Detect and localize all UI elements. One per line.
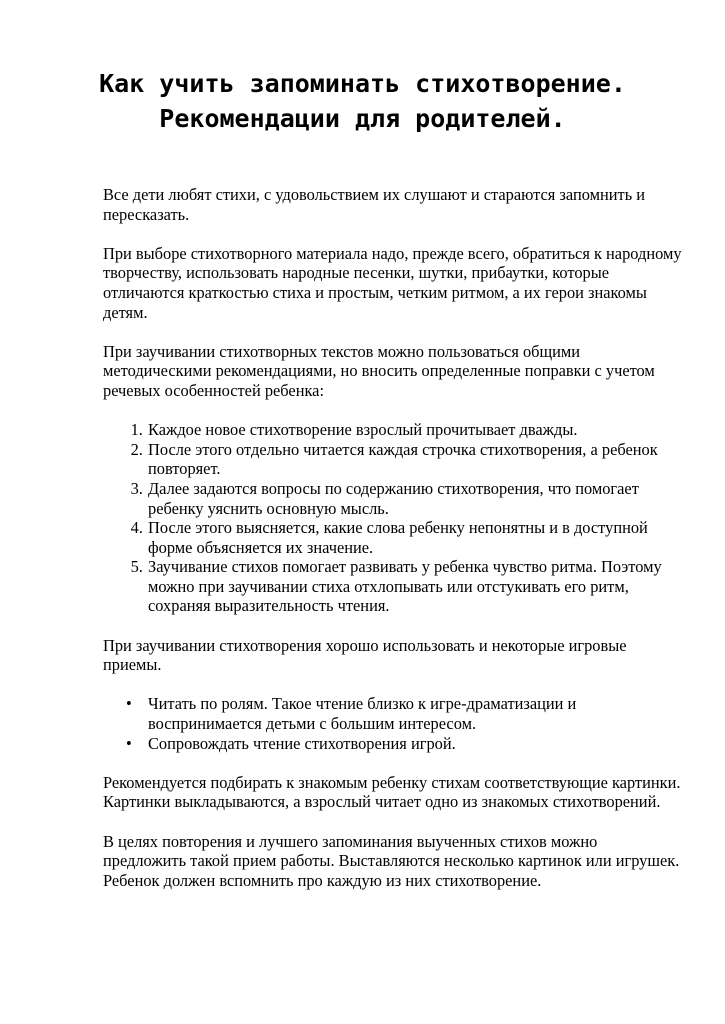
paragraph-game-methods: При заучивании стихотворения хорошо использовать и некоторые игровые приемы. [103,635,627,675]
paragraph-method-intro: При заучивании стихотворных текстов можно пользоваться общими методическими рекомендациями, но вносить определенные поправки с учетом речевых особенностей ребенка: [103,341,655,400]
numbered-steps-list [103,420,683,616]
document-body [103,185,683,910]
list-item: 5. Заучивание стихов помогает развивать у ребенка чувство ритма. Поэтому можно при заучивании стиха отхлопывать или отстукивать его ритм, сохраняя выразительность чтения. [147,557,683,616]
paragraph-pictures: Рекомендуется подбирать к знакомым ребенку стихам соответствующие картинки. Картинки выкладываются, а взрослый читает одно из знакомых стихотворений. [103,772,681,812]
list-item: 1. Каждое новое стихотворение взрослый прочитывает дважды. [147,420,683,440]
list-item: 3. Далее задаются вопросы по содержанию стихотворения, что помогает ребенку уяснить основную мысль. [147,479,683,518]
list-item: 2. После этого отдельно читается каждая строчка стихотворения, а ребенок повторяет. [147,440,683,479]
list-item [126,694,683,734]
bullet-list [103,694,683,753]
bullet-icon: • [126,733,132,753]
paragraph-repetition: В целях повторения и лучшего запоминания выученных стихов можно предложить такой прием работы. Выставляются несколько картинок или игрушек. Ребенок должен вспомнить про каждую из них стихотворение. [103,831,680,890]
list-item-text: Сопровождать чтение стихотворения игрой. [148,733,456,753]
document-title: Как учить запоминать стихотворение. Рекомендации для родителей. [99,69,626,133]
paragraph-intro: Все дети любят стихи, с удовольствием их слушают и стараются запомнить и пересказать. [103,185,646,224]
list-item-text: Читать по ролям. Такое чтение близко к игре-драматизации и воспринимается детьми с большим интересом. [148,694,577,734]
list-item [126,733,683,754]
paragraph-material-choice: При выборе стихотворного материала надо, прежде всего, обратиться к народному творчеству, использовать народные песенки, шутки, прибаутки, которые отличаются краткостью стиха и простым, четким ритмом, а их герои знакомы детям. [103,243,682,322]
bullet-icon: • [126,694,132,714]
list-item: 4. После этого выясняется, какие слова ребенку непонятны и в доступной форме объясняется их значение. [147,518,683,557]
